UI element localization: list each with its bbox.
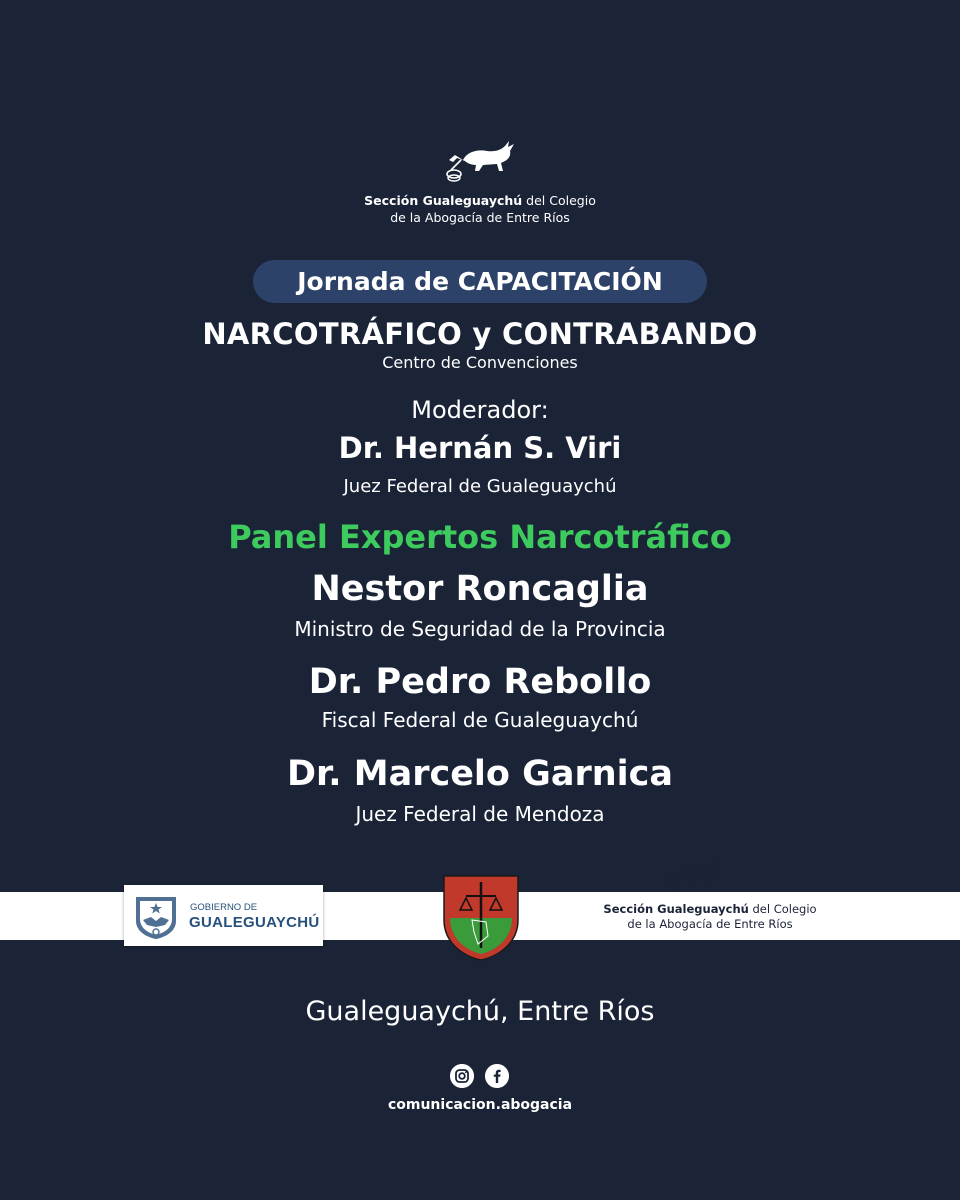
moderator-name: Dr. Hernán S. Viri: [338, 431, 622, 465]
social-handle[interactable]: comunicacion.abogacia: [387, 1097, 573, 1113]
speaker-name: Nestor Roncaglia: [311, 569, 649, 609]
moderator-label: Moderador:: [411, 396, 549, 424]
moderator-role: Juez Federal de Gualeguaychú: [343, 476, 617, 497]
event-topic: NARCOTRÁFICO y CONTRABANDO: [202, 317, 758, 351]
speaker-name: Dr. Marcelo Garnica: [286, 754, 674, 794]
instagram-icon[interactable]: [450, 1064, 474, 1088]
speaker-role: Juez Federal de Mendoza: [355, 802, 605, 826]
gobierno-logo: [124, 885, 323, 946]
gov-label-big: GUALEGUAYCHÚ: [189, 914, 320, 931]
speaker-name: Dr. Pedro Rebollo: [308, 662, 652, 702]
shield-icon: [132, 891, 180, 941]
colegio-seal-icon: [442, 870, 520, 962]
event-location: Gualeguaychú, Entre Ríos: [305, 996, 655, 1027]
speaker-role: Fiscal Federal de Gualeguaychú: [321, 708, 639, 732]
bull-logo-icon: [666, 858, 722, 894]
facebook-icon[interactable]: [485, 1064, 509, 1088]
speaker-role: Ministro de Seguridad de la Provincia: [294, 617, 666, 641]
gov-label-small: GOBIERNO DE: [190, 902, 258, 913]
event-venue: Centro de Convenciones: [382, 353, 578, 372]
event-type-pill: Jornada de CAPACITACIÓN: [253, 260, 707, 303]
panel-title: Panel Expertos Narcotráfico: [228, 518, 732, 556]
org-name-top: Sección Gualeguaychú del Colegio de la Abogacía de Entre Ríos: [364, 193, 596, 225]
bull-logo-icon: [443, 138, 518, 186]
org-name-bottom: Sección Gualeguaychú del Colegio de la Abogacía de Entre Ríos: [603, 902, 817, 931]
